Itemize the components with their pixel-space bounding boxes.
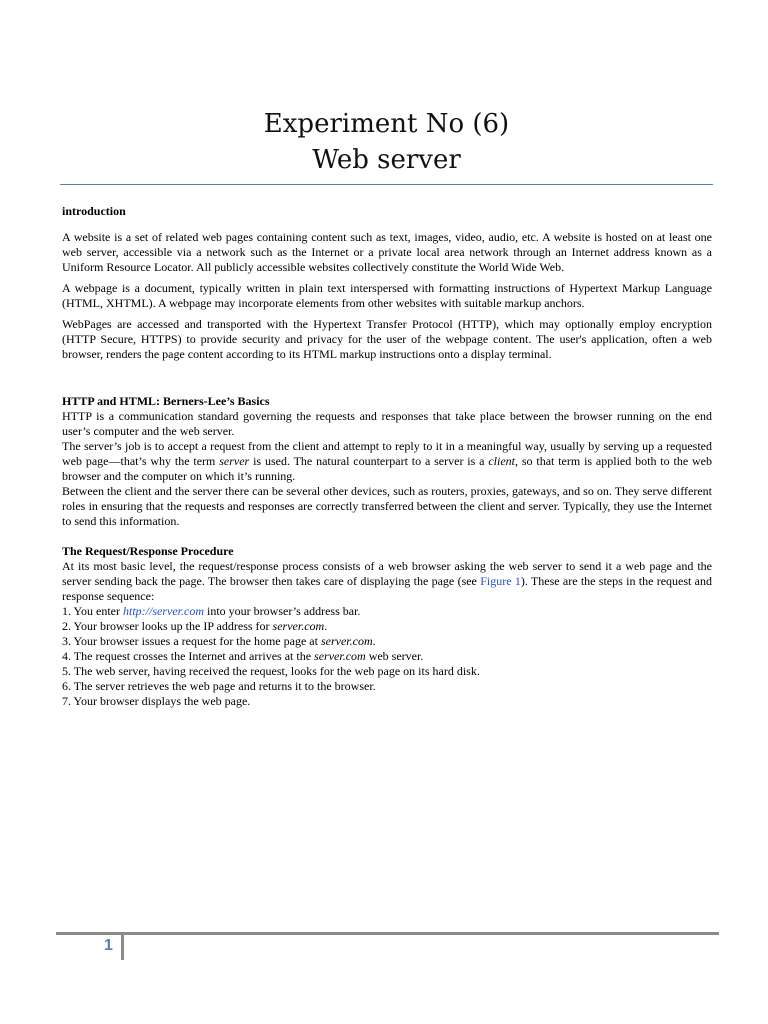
text-span: web server. [365,649,424,663]
procedure-paragraph [62,559,712,604]
figure-1-link[interactable]: Figure 1 [480,574,521,588]
text-span: into your browser’s address bar. [204,604,361,618]
text-span: 2. Your browser looks up the IP address for [62,619,273,633]
page-title [60,106,713,178]
section-heading-introduction: introduction [62,204,126,218]
text-span: . [372,634,376,648]
text-span: 3. Your browser issues a request for the home page at [62,634,321,648]
footer-divider [56,932,719,935]
list-item [62,604,712,619]
list-item [62,634,712,649]
page-number: 1 [104,937,113,954]
list-item: 6. The server retrieves the web page and returns it to the browser. [62,679,376,693]
procedure-steps-list [62,604,712,709]
title-divider [60,184,713,185]
section-heading-procedure: The Request/Response Procedure [62,544,234,558]
text-span: ). These are the steps in the request and response sequence: [62,574,712,603]
text-span: At its most basic level, the request/response process consists of a web browser asking the web server to send it a web page and the server sending back the page. The browser then takes care of displaying the page (see [62,559,712,588]
server-url-link[interactable] [123,604,204,618]
text-span: is used. The natural counterpart to a server is a [249,454,489,468]
text-span: 4. The request crosses the Internet and arrives at the [62,649,315,663]
intro-paragraph-3: WebPages are accessed and transported with the Hypertext Transfer Protocol (HTTP), which may optionally employ encryption (HTTP Secure, HTTPS) to provide security and privacy for the user of the webpage content. The user's application, often a web browser, renders the page content according to its HTML markup instructions onto a display terminal. [62,317,712,361]
text-span: . [324,619,328,633]
term-server-com: server.com [320,634,373,648]
intro-paragraph-1: A website is a set of related web pages containing content such as text, images, video, audio, etc. A website is hosted on at least one web server, accessible via a network such as the Internet or a private local area network through an Internet address known as a Uniform Resource Locator. All publicly accessible websites collectively constitute the World Wide Web. [62,230,712,274]
term-server: server [219,454,250,468]
term-client: client [488,454,515,468]
text-span: The server’s job is to accept a request from the client and attempt to reply to it in a meaningful way, usually by serving up a requested web page—that’s why the term [62,439,712,468]
list-item [62,649,712,664]
document-body [62,204,712,709]
term-server-com: server.com [272,619,325,633]
http-paragraph-2 [62,439,712,484]
list-item: 7. Your browser displays the web page. [62,694,251,708]
http-paragraph-3: Between the client and the server there can be several other devices, such as routers, proxies, gateways, and so on. They serve different roles in ensuring that the requests and responses are correctly transferred between the client and server. Typically, they use the Internet to send this information. [62,484,712,528]
list-item: 5. The web server, having received the request, looks for the web page on its hard disk. [62,664,480,678]
list-item [62,619,712,634]
text-span: 1. You enter [62,604,124,618]
link-text[interactable]: http://server.com [123,604,204,618]
title-line-1: Experiment No (6) [263,109,510,139]
title-line-2: Web server [312,145,461,175]
footer-separator [121,934,124,960]
text-span: , so that term is applied both to the web browser and the computer on which it’s running. [62,454,712,483]
term-server-com: server.com [314,649,366,663]
intro-paragraph-2: A webpage is a document, typically written in plain text interspersed with formatting instructions of Hypertext Markup Language (HTML, XHTML). A webpage may incorporate elements from other websites with suitable markup anchors. [62,281,712,310]
http-paragraph-1: HTTP is a communication standard governing the requests and responses that take place between the browser running on the end user’s computer and the web server. [62,409,712,438]
section-heading-http: HTTP and HTML: Berners-Lee’s Basics [62,394,270,408]
